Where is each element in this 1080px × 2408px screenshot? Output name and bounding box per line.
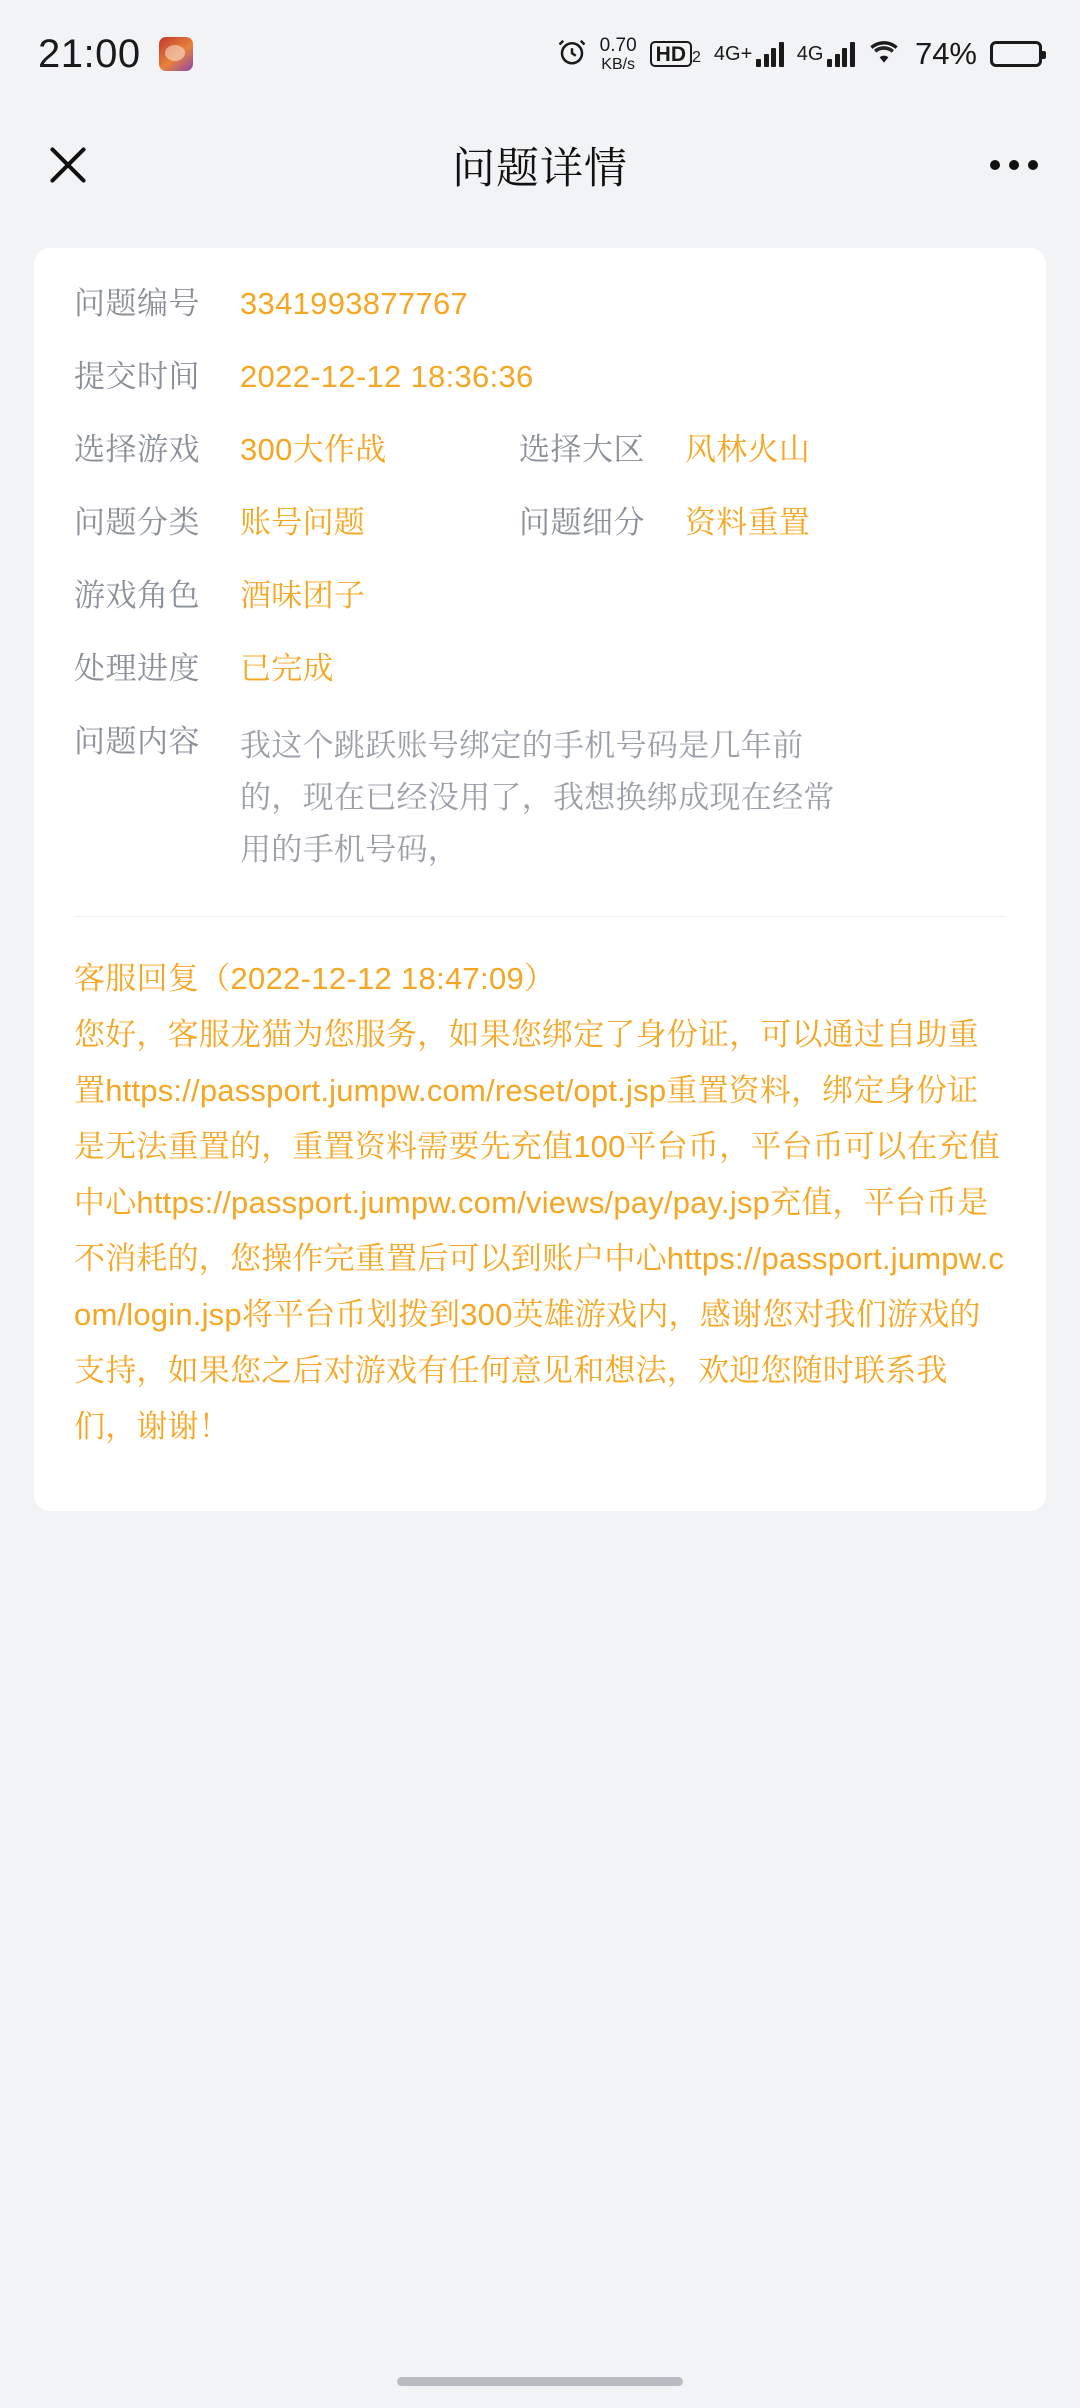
field-category-label: 问题分类 bbox=[74, 505, 200, 540]
field-game bbox=[74, 428, 519, 472]
status-bar bbox=[0, 0, 1080, 108]
field-issue-number-label: 问题编号 bbox=[74, 286, 200, 321]
network-speed bbox=[600, 36, 637, 73]
signal-sim1-bars bbox=[756, 41, 784, 67]
field-role-label: 游戏角色 bbox=[74, 578, 200, 613]
issue-fields bbox=[34, 248, 1046, 906]
signal-sim2 bbox=[797, 41, 855, 67]
battery-icon bbox=[990, 41, 1042, 67]
field-category bbox=[74, 501, 519, 545]
field-subcategory-value: 资料重置 bbox=[685, 505, 811, 540]
wifi-icon bbox=[868, 39, 900, 70]
field-game-label: 选择游戏 bbox=[74, 432, 200, 467]
field-role-value: 酒味团子 bbox=[240, 578, 366, 613]
network-speed-unit: KB/s bbox=[601, 55, 636, 73]
app-icon bbox=[159, 37, 193, 71]
field-submit-time-value: 2022-12-12 18:36:36 bbox=[240, 359, 534, 394]
hd-icon: HD 2 bbox=[650, 41, 701, 67]
status-bar-left bbox=[38, 32, 193, 77]
field-category-row bbox=[74, 501, 1006, 545]
field-subcategory-label: 问题细分 bbox=[519, 505, 645, 540]
field-region bbox=[519, 428, 810, 472]
field-game-region-row bbox=[74, 428, 1006, 472]
network-speed-value: 0.70 bbox=[599, 34, 637, 56]
signal-sim1 bbox=[714, 41, 784, 67]
signal-sim2-label: 4G bbox=[796, 43, 824, 65]
hd-sim-index: 2 bbox=[692, 49, 701, 66]
status-time: 21:00 bbox=[38, 31, 141, 76]
field-content-label: 问题内容 bbox=[74, 724, 200, 759]
field-issue-number-value: 3341993877767 bbox=[240, 286, 469, 321]
status-bar-right bbox=[557, 36, 1042, 73]
support-reply-title: 客服回复（2022-12-12 18:47:09） bbox=[74, 961, 556, 996]
field-progress-label: 处理进度 bbox=[74, 651, 200, 686]
field-subcategory bbox=[519, 501, 810, 545]
battery-percent: 74% bbox=[914, 36, 977, 71]
signal-sim1-label: 4G+ bbox=[713, 43, 753, 65]
field-content bbox=[74, 720, 1006, 876]
support-reply bbox=[34, 917, 1046, 1511]
issue-detail-card bbox=[34, 248, 1046, 1511]
nav-bar bbox=[0, 108, 1080, 222]
field-submit-time bbox=[74, 355, 1006, 399]
field-progress bbox=[74, 647, 1006, 691]
home-indicator[interactable] bbox=[397, 2377, 683, 2386]
field-region-value: 风林火山 bbox=[685, 432, 811, 467]
field-region-label: 选择大区 bbox=[519, 432, 645, 467]
field-content-value: 我这个跳跃账号绑定的手机号码是几年前的，现在已经没用了，我想换绑成现在经常用的手机号码， bbox=[240, 728, 835, 867]
field-category-value: 账号问题 bbox=[240, 505, 366, 540]
close-icon[interactable] bbox=[42, 139, 94, 191]
more-options-icon[interactable] bbox=[990, 160, 1038, 170]
field-game-value: 300大作战 bbox=[240, 432, 387, 467]
support-reply-body: 您好，客服龙猫为您服务，如果您绑定了身份证，可以通过自助重置https://passport.jumpw.com/reset/opt.jsp重置资料，绑定身份证是无法重置的，重置资料需要先充值100平台币，平台币可以在充值中心https://passport.jumpw.com/views/pay/pay.jsp充值，平台币是不消耗的，您操作完重置后可以到账户中心https://passport.jumpw.com/login.jsp将平台币划拨到300英雄游戏内，感谢您对我们游戏的支持，如果您之后对游戏有任何意见和想法，欢迎您随时联系我们，谢谢！ bbox=[74, 1017, 1005, 1444]
signal-sim2-bars bbox=[827, 41, 855, 67]
status-badge: 已完成 bbox=[240, 651, 334, 686]
alarm-icon bbox=[557, 37, 587, 72]
field-role bbox=[74, 574, 1006, 618]
page-title: 问题详情 bbox=[452, 144, 628, 193]
field-issue-number bbox=[74, 282, 1006, 326]
field-submit-time-label: 提交时间 bbox=[74, 359, 200, 394]
